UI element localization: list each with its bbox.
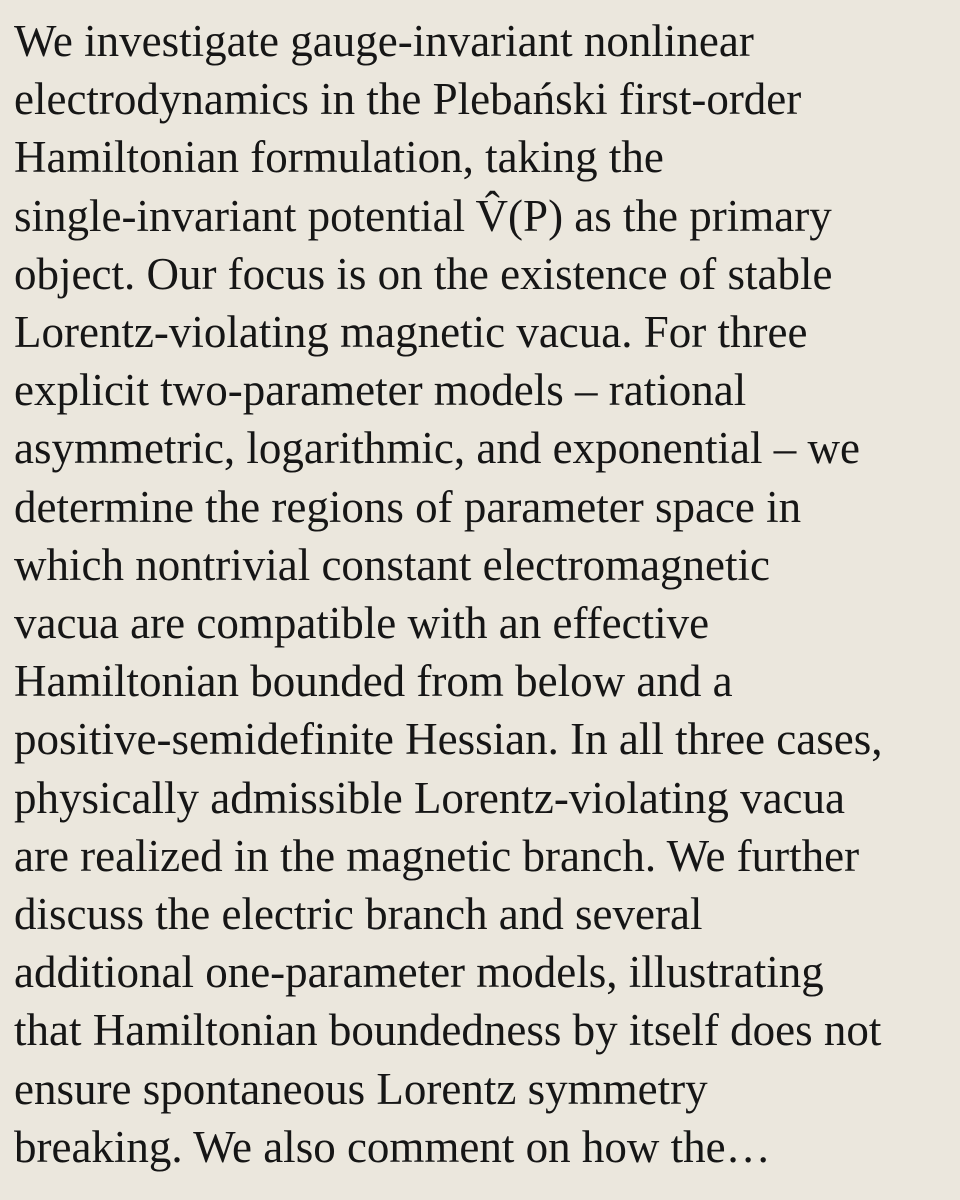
abstract-line: asymmetric, logarithmic, and exponential – we [14,423,860,474]
abstract-line: explicit two-parameter models – rational [14,365,747,416]
abstract-line: Lorentz-violating magnetic vacua. For three [14,307,808,358]
abstract-line: single-invariant potential V̂(P) as the primary [14,190,832,241]
abstract-line: physically admissible Lorentz-violating vacua [14,772,846,823]
abstract-line: We investigate gauge-invariant nonlinear [14,16,754,66]
abstract-line: determine the regions of parameter space in [14,481,802,532]
abstract-line: are realized in the magnetic branch. We further [14,830,860,881]
abstract-line: object. Our focus is on the existence of stable [14,248,833,299]
abstract-line: electrodynamics in the Plebański first-order [14,74,802,125]
abstract-line: which nontrivial constant electromagnetic [14,539,770,590]
abstract-text [14,12,946,1176]
abstract-line: vacua are compatible with an effective [14,598,710,649]
abstract-line: Hamiltonian formulation, taking the [14,132,664,183]
abstract-line: additional one-parameter models, illustrating [14,947,824,998]
abstract-line: ensure spontaneous Lorentz symmetry [14,1063,708,1114]
abstract-line: that Hamiltonian boundedness by itself does not [14,1005,882,1056]
abstract-line: positive-semidefinite Hessian. In all three cases, [14,714,883,765]
abstract-line: Hamiltonian bounded from below and a [14,656,733,707]
abstract-line: discuss the electric branch and several [14,889,703,940]
abstract-line: breaking. We also comment on how the… [14,1121,771,1172]
